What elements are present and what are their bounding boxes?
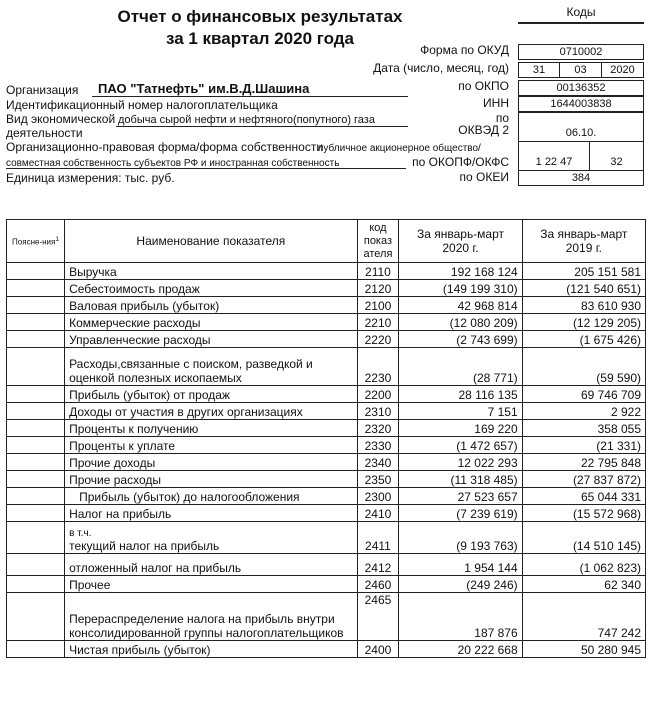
row-name — [65, 420, 357, 437]
row-code: 2340 — [357, 454, 399, 471]
table-row — [7, 314, 646, 331]
table-row — [7, 263, 646, 280]
row-code: 2410 — [357, 505, 399, 522]
row-previous-value: 22 795 848 — [522, 454, 645, 471]
row-current-value: 27 523 657 — [399, 488, 522, 505]
row-code: 2310 — [357, 403, 399, 420]
row-name — [65, 437, 357, 454]
row-current-value: (28 771) — [399, 348, 522, 386]
inn-text: Идентификационный номер налогоплательщика — [6, 98, 278, 112]
col-name-header: Наименование показателя — [65, 220, 357, 263]
row-current-value: (249 246) — [399, 576, 522, 593]
note-header-text: Поясне-ния — [12, 237, 56, 247]
inn-label: ИНН — [483, 96, 509, 110]
row-name — [65, 471, 357, 488]
form-value-2: совместная собственность субъектов РФ и иностранная собственность — [6, 158, 340, 169]
row-previous-value: 358 055 — [522, 420, 645, 437]
row-name — [65, 522, 357, 554]
row-code: 2400 — [357, 641, 399, 658]
row-name — [65, 488, 357, 505]
report-period: за 1 квартал 2020 года — [165, 29, 355, 48]
row-current-value: 169 220 — [399, 420, 522, 437]
table-row — [7, 576, 646, 593]
okpo-value: 00136352 — [518, 80, 644, 96]
okved-label-2: ОКВЭД 2 — [458, 123, 509, 137]
row-current-value: (149 199 310) — [399, 280, 522, 297]
row-name-text: Расходы,связанные с поиском, разведкой и оценкой полезных ископаемых — [69, 357, 313, 385]
inn-value: 1644003838 — [518, 96, 644, 112]
row-current-value: (2 743 699) — [399, 331, 522, 348]
row-previous-value: 50 280 945 — [522, 641, 645, 658]
row-code: 2230 — [357, 348, 399, 386]
previous-header-line2: 2019 г. — [565, 241, 602, 255]
row-previous-value: 83 610 930 — [522, 297, 645, 314]
row-code: 2330 — [357, 437, 399, 454]
codes-top-border — [518, 22, 644, 24]
org-name: ПАО "Татнефть" им.В.Д.Шашина — [98, 81, 310, 96]
activity-underline — [116, 126, 408, 127]
row-code: 2220 — [357, 331, 399, 348]
table-row — [7, 522, 646, 554]
table-row — [7, 403, 646, 420]
row-name — [65, 576, 357, 593]
row-code: 2412 — [357, 554, 399, 576]
table-row — [7, 641, 646, 658]
row-note — [7, 505, 65, 522]
row-name-text: Прибыль (убыток) от продаж — [69, 388, 230, 402]
row-code: 2200 — [357, 386, 399, 403]
okopf-label: по ОКОПФ/ОКФС — [412, 155, 509, 169]
table-row — [7, 386, 646, 403]
row-name-prefix: в т.ч. — [69, 528, 92, 539]
row-name — [65, 263, 357, 280]
row-name — [65, 331, 357, 348]
row-note — [7, 576, 65, 593]
col-code-header: код показ ателя — [357, 220, 399, 263]
table-row — [7, 280, 646, 297]
okved-label-1: по — [495, 111, 509, 125]
row-note — [7, 403, 65, 420]
row-name-text: Налог на прибыль — [69, 507, 172, 521]
row-current-value: (1 472 657) — [399, 437, 522, 454]
row-name — [65, 505, 357, 522]
row-name-text: Себестоимость продаж — [69, 282, 200, 296]
row-current-value: (9 193 763) — [399, 522, 522, 554]
previous-header-line1: За январь-март — [540, 227, 628, 241]
org-underline — [92, 96, 408, 97]
row-code: 2320 — [357, 420, 399, 437]
activity-value: добыча сырой нефти и нефтяного(попутного) газа — [118, 114, 375, 126]
row-note — [7, 593, 65, 641]
financial-results-table — [6, 219, 646, 658]
row-name-text: Перераспределение налога на прибыль внутри консолидированной группы налогоплательщиков — [69, 612, 344, 640]
row-code: 2210 — [357, 314, 399, 331]
table-row — [7, 488, 646, 505]
row-note — [7, 554, 65, 576]
row-note — [7, 641, 65, 658]
table-row — [7, 297, 646, 314]
row-name-text: Проценты к уплате — [69, 439, 176, 453]
current-header-line2: 2020 г. — [442, 241, 479, 255]
row-note — [7, 297, 65, 314]
row-previous-value: 205 151 581 — [522, 263, 645, 280]
okfs-value: 32 — [589, 141, 644, 171]
row-code: 2120 — [357, 280, 399, 297]
form-label: Организационно-правовая форма/форма собственности — [6, 140, 324, 154]
row-previous-value: (12 129 205) — [522, 314, 645, 331]
okved-value: 06.10. — [518, 112, 644, 142]
table-row — [7, 331, 646, 348]
col-note-header — [7, 220, 65, 263]
unit-label: Единица измерения: тыс. руб. — [6, 171, 175, 185]
table-row — [7, 348, 646, 386]
activity-label-2: деятельности — [6, 126, 83, 140]
codes-header: Коды — [566, 5, 596, 19]
row-previous-value: (21 331) — [522, 437, 645, 454]
row-previous-value: (59 590) — [522, 348, 645, 386]
row-previous-value: (1 062 823) — [522, 554, 645, 576]
okopf-value: 1 22 47 — [518, 141, 590, 171]
date-month: 03 — [559, 62, 602, 78]
row-note — [7, 348, 65, 386]
col-previous-header — [522, 220, 645, 263]
row-current-value: (11 318 485) — [399, 471, 522, 488]
row-note — [7, 280, 65, 297]
row-name — [65, 314, 357, 331]
row-code: 2110 — [357, 263, 399, 280]
row-current-value: 28 116 135 — [399, 386, 522, 403]
org-label: Организация — [6, 83, 79, 97]
row-current-value: 42 968 814 — [399, 297, 522, 314]
row-note — [7, 420, 65, 437]
row-note — [7, 386, 65, 403]
row-code: 2100 — [357, 297, 399, 314]
row-name — [65, 641, 357, 658]
row-name — [65, 297, 357, 314]
row-current-value: (12 080 209) — [399, 314, 522, 331]
table-row — [7, 554, 646, 576]
row-code: 2411 — [357, 522, 399, 554]
date-label: Дата (число, месяц, год) — [373, 61, 509, 75]
report-title: Отчет о финансовых результатах — [117, 7, 403, 26]
table-row — [7, 454, 646, 471]
row-current-value: 187 876 — [399, 593, 522, 641]
row-code: 2350 — [357, 471, 399, 488]
row-current-value: 7 151 — [399, 403, 522, 420]
row-previous-value: 69 746 709 — [522, 386, 645, 403]
row-name — [65, 554, 357, 576]
table-row — [7, 420, 646, 437]
row-name-text: Выручка — [69, 265, 117, 279]
row-name — [65, 454, 357, 471]
table-row — [7, 471, 646, 488]
date-year: 2020 — [601, 62, 644, 78]
row-note — [7, 437, 65, 454]
row-previous-value: 747 242 — [522, 593, 645, 641]
row-name-text: Прибыль (убыток) до налогообложения — [79, 490, 300, 504]
row-previous-value: (15 572 968) — [522, 505, 645, 522]
row-previous-value: 62 340 — [522, 576, 645, 593]
row-note — [7, 488, 65, 505]
form-underline — [6, 168, 406, 169]
table-row — [7, 505, 646, 522]
row-name-text: Прочие расходы — [69, 473, 161, 487]
row-name-text: отложенный налог на прибыль — [69, 561, 242, 575]
row-name — [65, 593, 357, 641]
row-note — [7, 263, 65, 280]
row-name-text: текущий налог на прибыль — [69, 539, 220, 553]
row-name-text: Валовая прибыль (убыток) — [69, 299, 220, 313]
row-name — [65, 403, 357, 420]
row-previous-value: (14 510 145) — [522, 522, 645, 554]
row-code: 2465 — [357, 593, 399, 641]
row-current-value: 1 954 144 — [399, 554, 522, 576]
row-previous-value: (121 540 651) — [522, 280, 645, 297]
okpo-label: по ОКПО — [458, 79, 509, 93]
row-previous-value: (27 837 872) — [522, 471, 645, 488]
row-note — [7, 454, 65, 471]
table-row — [7, 437, 646, 454]
table-body — [7, 263, 646, 658]
row-name-text: Прочие доходы — [69, 456, 156, 470]
row-name-text: Коммерческие расходы — [69, 316, 201, 330]
form-value-1: публичное акционерное общество/ — [318, 143, 481, 154]
row-name-text: Проценты к получению — [69, 422, 199, 436]
okud-value: 0710002 — [518, 44, 644, 60]
table-row — [7, 593, 646, 641]
row-note — [7, 314, 65, 331]
row-current-value: (7 239 619) — [399, 505, 522, 522]
row-previous-value: (1 675 426) — [522, 331, 645, 348]
note-header-sup: 1 — [55, 235, 60, 243]
row-current-value: 192 168 124 — [399, 263, 522, 280]
row-current-value: 20 222 668 — [399, 641, 522, 658]
row-name-text: Управленческие расходы — [69, 333, 211, 347]
row-name — [65, 280, 357, 297]
table-header-row — [7, 220, 646, 263]
row-note — [7, 471, 65, 488]
row-code: 2300 — [357, 488, 399, 505]
activity-label-1: Вид экономической — [6, 112, 116, 126]
row-note — [7, 522, 65, 554]
row-previous-value: 2 922 — [522, 403, 645, 420]
okud-label: Форма по ОКУД — [420, 43, 509, 57]
row-note — [7, 331, 65, 348]
row-name — [65, 348, 357, 386]
okei-label: по ОКЕИ — [459, 170, 509, 184]
row-name — [65, 386, 357, 403]
current-header-line1: За январь-март — [416, 227, 505, 241]
row-name-text: Прочее — [69, 578, 111, 592]
row-name-text: Доходы от участия в других организациях — [69, 405, 303, 419]
row-name-text: Чистая прибыль (убыток) — [69, 643, 211, 657]
okei-value: 384 — [518, 170, 644, 186]
row-current-value: 12 022 293 — [399, 454, 522, 471]
col-current-header — [399, 220, 522, 263]
row-previous-value: 65 044 331 — [522, 488, 645, 505]
date-day: 31 — [518, 62, 560, 78]
row-code: 2460 — [357, 576, 399, 593]
